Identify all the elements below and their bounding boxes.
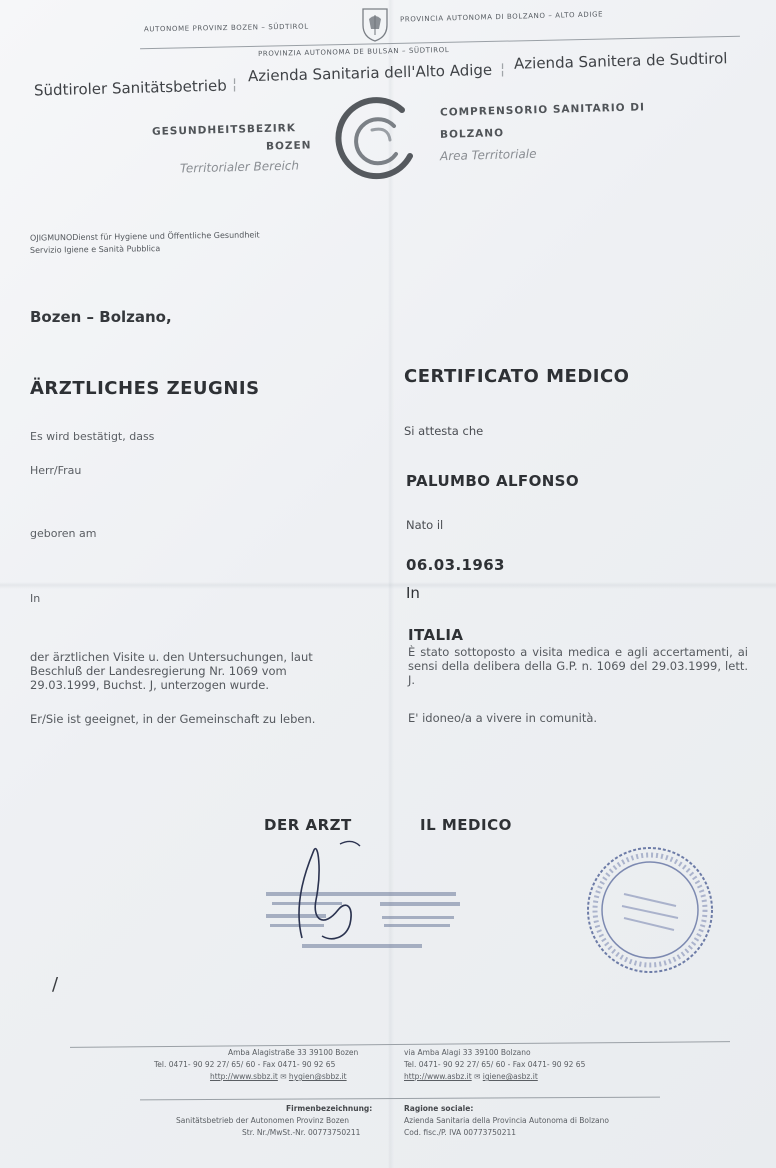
ragione-tax-it: Cod. fisc./P. IVA 00773750211	[404, 1128, 517, 1137]
org-name-de: Südtiroler Sanitätsbetrieb	[33, 76, 228, 100]
certify-it: Si attesta che	[404, 424, 484, 438]
firm-label-de: Firmenbezeichnung:	[286, 1104, 373, 1113]
doctor-label-de: DER ARZT	[264, 816, 352, 834]
footer-email-it[interactable]: igiene@asbz.it	[482, 1072, 538, 1081]
title-de: ÄRZTLICHES ZEUGNIS	[30, 378, 260, 399]
in-label-de: In	[30, 592, 41, 605]
footer-web-it: http://www.asbz.it ✉ igiene@asbz.it	[404, 1072, 538, 1081]
health-district-logo-icon	[332, 96, 424, 186]
certify-de: Es wird bestätigt, dass	[30, 430, 155, 443]
header-province-lad: PROVINZIA AUTONOMA DE BULSAN – SÜDTIROL	[257, 45, 450, 59]
district-it-line2: BOLZANO	[439, 127, 505, 141]
coat-of-arms-icon	[359, 5, 391, 43]
footer-contact-it: Tel. 0471- 90 92 27/ 65/ 60 - Fax 0471- 90 92 65	[404, 1060, 586, 1069]
ragione-name-it: Azienda Sanitaria della Provincia Autonoma di Bolzano	[404, 1116, 609, 1125]
fit-text-de: Er/Sie ist geeignet, in der Gemeinschaft zu leben.	[30, 712, 316, 726]
born-label-de: geboren am	[30, 527, 97, 540]
department-de: OJIGMUNODienst für Hygiene und Öffentliche Gesundheit	[29, 230, 260, 243]
in-label-it: In	[406, 584, 420, 602]
patient-name: PALUMBO ALFONSO	[406, 472, 580, 490]
footer-divider-lower	[140, 1097, 660, 1101]
org-separator: ¦	[500, 60, 506, 78]
doctor-label-it: IL MEDICO	[420, 816, 512, 834]
ragione-label-it: Ragione sociale:	[404, 1104, 474, 1113]
district-de-line2: BOZEN	[265, 139, 312, 153]
header-province-it: PROVINCIA AUTONOMA DI BOLZANO – ALTO ADIGE	[399, 10, 604, 24]
footer-email-de[interactable]: hygien@sbbz.it	[288, 1072, 347, 1081]
header-province-de: AUTONOME PROVINZ BOZEN – SÜDTIROL	[143, 22, 309, 34]
area-de: Territorialer Bereich	[179, 158, 300, 176]
area-it: Area Territoriale	[439, 146, 537, 164]
footer-web-de: http://www.sbbz.it ✉ hygien@sbbz.it	[210, 1072, 347, 1081]
firm-name-de: Sanitätsbetrieb der Autonomen Provinz Bozen	[176, 1116, 350, 1125]
footer-website-it[interactable]: http://www.asbz.it	[404, 1072, 472, 1081]
visit-text-de: der ärztlichen Visite u. den Untersuchungen, laut Beschluß der Landesregierung Nr. 1069 vom 29.03.1999, Buchst. J, unterzogen wurde.	[30, 650, 313, 692]
footer-contact-de: Tel. 0471- 90 92 27/ 65/ 60 - Fax 0471- 90 92 65	[154, 1060, 336, 1069]
birth-place: ITALIA	[408, 626, 464, 644]
title-it: CERTIFICATO MEDICO	[404, 366, 630, 387]
district-it-line1: COMPRENSORIO SANITARIO DI	[439, 101, 646, 119]
footer-address-it: via Amba Alagi 33 39100 Bolzano	[404, 1048, 531, 1057]
district-de-line1: GESUNDHEITSBEZIRK	[151, 122, 297, 138]
fit-text-it: E' idoneo/a a vivere in comunità.	[408, 711, 598, 725]
footer-divider	[70, 1041, 730, 1048]
birth-date: 06.03.1963	[406, 556, 505, 574]
footer-address-de: Amba Alagistraße 33 39100 Bozen	[228, 1048, 359, 1057]
firm-tax-de: Str. Nr./MwSt.-Nr. 00773750211	[242, 1128, 361, 1137]
visit-text-it: È stato sottoposto a visita medica e agli accertamenti, ai sensi della delibera della G.P. n. 1069 del 29.03.1999, lett. J.	[408, 645, 748, 687]
stray-mark: /	[52, 974, 59, 995]
born-label-it: Nato il	[406, 518, 444, 532]
place-date: Bozen – Bolzano,	[30, 308, 172, 326]
department-it: Servizio Igiene e Sanità Pubblica	[29, 244, 161, 255]
round-seal-icon	[584, 844, 716, 976]
org-name-it: Azienda Sanitaria dell'Alto Adige	[247, 60, 493, 86]
org-separator: ¦	[232, 75, 238, 93]
footer-website-de[interactable]: http://www.sbbz.it	[210, 1072, 278, 1081]
org-name-lad: Azienda Sanitera de Sudtirol	[513, 49, 728, 73]
official-stamp-signature-icon	[262, 840, 472, 955]
person-label-de: Herr/Frau	[30, 464, 82, 477]
